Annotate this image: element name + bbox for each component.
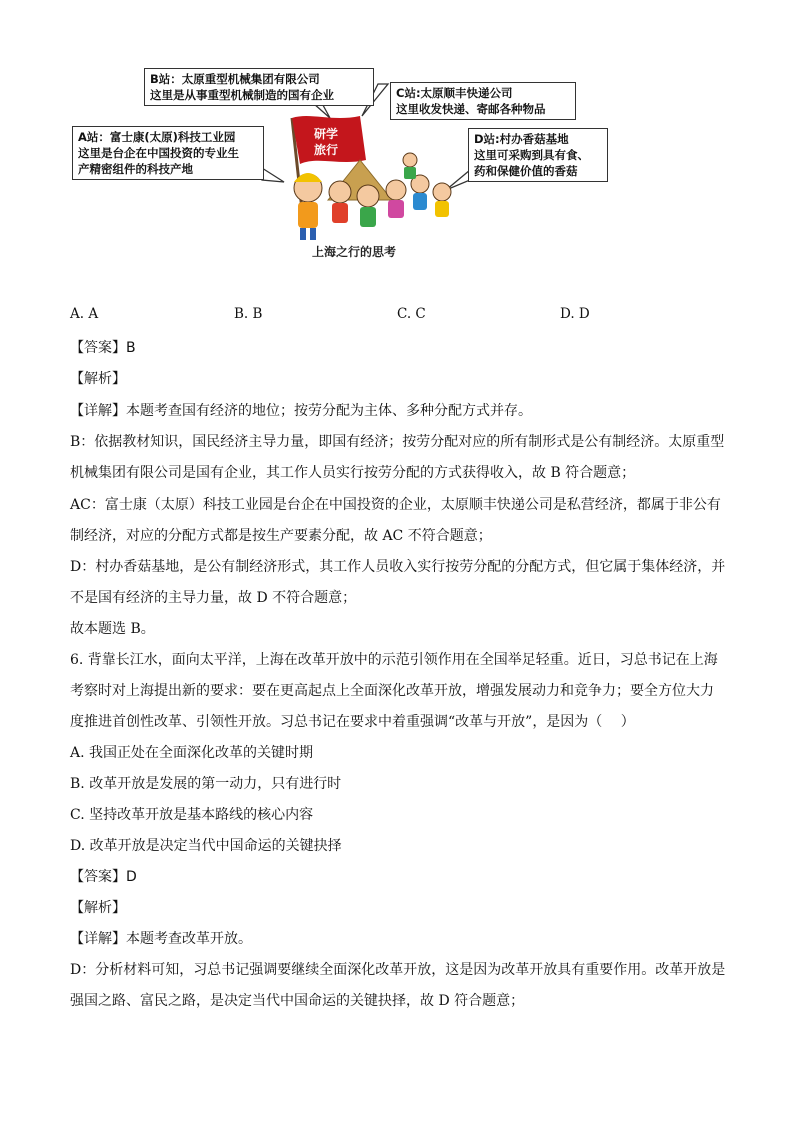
q6-option-c[interactable]: C. 坚持改革开放是基本路线的核心内容 bbox=[70, 807, 314, 823]
figure-caption: 上海之行的思考 bbox=[312, 245, 397, 259]
q5-analysis-label: 【解析】 bbox=[70, 371, 126, 387]
callout-c-body: 这里收发快递、寄邮各种物品 bbox=[396, 102, 546, 116]
q5-answer: 【答案】B bbox=[70, 340, 136, 356]
callout-a-title: A站：富士康(太原)科技工业园 bbox=[78, 130, 236, 144]
callout-station-c bbox=[390, 82, 576, 120]
q6-analysis-line: 强国之路、富民之路，是决定当代中国命运的关键抉择，故 D 符合题意； bbox=[70, 993, 525, 1009]
q6-answer: 【答案】D bbox=[70, 869, 137, 885]
q5-analysis-line: 机械集团有限公司是国有企业，其工作人员实行按劳分配的方式获得收入，故 B 符合题意； bbox=[70, 465, 636, 481]
q6-option-d[interactable]: D. 改革开放是决定当代中国命运的关键抉择 bbox=[70, 838, 342, 854]
q6-analysis-line: 【详解】本题考查改革开放。 bbox=[70, 931, 252, 947]
q5-option-c[interactable]: C. C bbox=[397, 306, 426, 322]
callout-d-title: D站:村办香菇基地 bbox=[474, 132, 569, 146]
q5-option-a[interactable]: A. A bbox=[70, 306, 99, 322]
q6-stem-line: 考察时对上海提出新的要求：要在更高起点上全面深化改革开放，增强发展动力和竞争力；要全方位大力 bbox=[70, 683, 714, 699]
q5-analysis-line: B：依据教材知识，国民经济主导力量，即国有经济；按劳分配对应的所有制形式是公有制经济。太原重型 bbox=[70, 434, 725, 450]
q6-analysis-line: D：分析材料可知，习总书记强调要继续全面深化改革开放，这是因为改革开放具有重要作用。改革开放是 bbox=[70, 962, 726, 978]
callout-station-b bbox=[144, 68, 374, 106]
q5-option-d[interactable]: D. D bbox=[560, 306, 590, 322]
q6-stem-line: 度推进首创性改革、引领性开放。习总书记在要求中着重强调“改革与开放”，是因为（ ） bbox=[70, 714, 635, 730]
callout-d-body-2: 药和保健价值的香菇 bbox=[474, 164, 578, 178]
kid-5 bbox=[411, 175, 429, 210]
callout-b-body: 这里是从事重型机械制造的国有企业 bbox=[150, 88, 334, 102]
callout-station-a bbox=[72, 126, 264, 180]
kid-3 bbox=[357, 185, 379, 227]
q5-analysis-line: AC：富士康（太原）科技工业园是台企在中国投资的企业，太原顺丰快递公司是私营经济，都属于非公有 bbox=[70, 497, 721, 513]
q5-analysis-line: 制经济，对应的分配方式都是按生产要素分配，故 AC 不符合题意； bbox=[70, 528, 492, 544]
pointer-a bbox=[262, 168, 284, 182]
flag-text-2: 旅行 bbox=[313, 143, 339, 157]
q6-analysis-label: 【解析】 bbox=[70, 900, 126, 916]
q6-option-a[interactable]: A. 我国正处在全面深化改革的关键时期 bbox=[70, 745, 314, 761]
flag-text-1: 研学 bbox=[313, 127, 339, 141]
q5-analysis-line: 故本题选 B。 bbox=[70, 621, 155, 637]
callout-c-title: C站:太原顺丰快递公司 bbox=[396, 86, 513, 100]
study-trip-figure bbox=[70, 60, 630, 260]
kid-1 bbox=[294, 173, 322, 240]
q5-analysis-line: D：村办香菇基地，是公有制经济形式，其工作人员收入实行按劳分配的分配方式，但它属于集体经济，并 bbox=[70, 559, 726, 575]
callout-b-title: B站：太原重型机械集团有限公司 bbox=[150, 72, 320, 86]
callout-station-d bbox=[468, 128, 608, 182]
callout-a-body-2: 产精密组件的科技产地 bbox=[78, 162, 193, 176]
kid-6 bbox=[433, 183, 451, 217]
callout-a-body-1: 这里是台企在中国投资的专业生 bbox=[78, 146, 239, 160]
q6-stem-line: 6. 背靠长江水，面向太平洋，上海在改革开放中的示范引领作用在全国举足轻重。近日，习总书记在上海 bbox=[70, 652, 718, 668]
kid-2 bbox=[329, 181, 351, 223]
kid-7 bbox=[403, 153, 417, 179]
q6-option-b[interactable]: B. 改革开放是发展的第一动力，只有进行时 bbox=[70, 776, 342, 792]
q5-analysis-line: 不是国有经济的主导力量，故 D 不符合题意； bbox=[70, 590, 357, 606]
q5-option-b[interactable]: B. B bbox=[234, 306, 263, 322]
q5-analysis-line: 【详解】本题考查国有经济的地位；按劳分配为主体、多种分配方式并存。 bbox=[70, 403, 532, 419]
callout-d-body-1: 这里可采购到具有食、 bbox=[474, 148, 589, 162]
